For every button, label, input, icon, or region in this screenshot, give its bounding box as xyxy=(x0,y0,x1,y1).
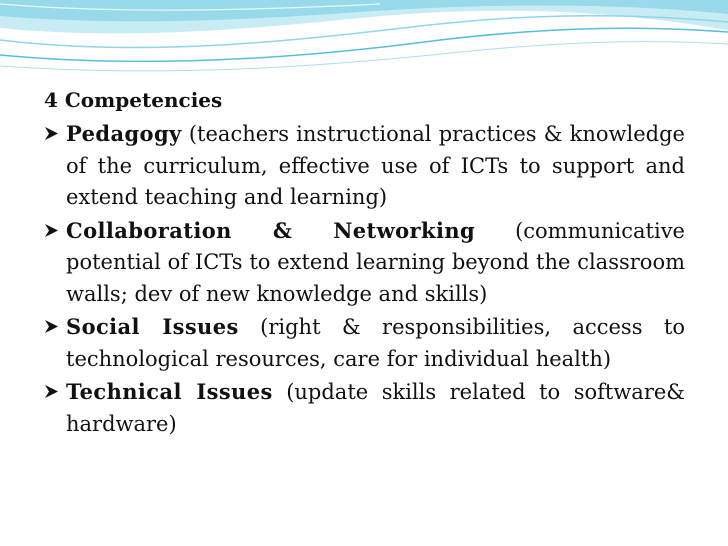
arrow-bullet-icon xyxy=(44,126,59,141)
arrow-bullet-icon xyxy=(44,223,59,238)
arrow-bullet-icon xyxy=(44,319,59,334)
bullet-item-technical-issues xyxy=(44,376,685,440)
bullet-term: Collaboration & Networking xyxy=(66,217,476,243)
bullet-text: (teachers instructional practices & knowledge of the curriculum, effective use of ICTs to support and extend teaching and learning) xyxy=(66,122,685,209)
bullet-term: Technical Issues xyxy=(66,379,273,404)
bullet-text: (update skills related to software& hardware) xyxy=(66,380,685,436)
slide-heading: 4 Competencies xyxy=(44,88,223,112)
bullet-term: Pedagogy xyxy=(66,121,182,146)
bullet-text: (communicative potential of ICTs to extend learning beyond the classroom walls; dev of new knowledge and skills) xyxy=(66,218,685,306)
wave-header-decoration xyxy=(0,0,728,80)
arrow-bullet-icon xyxy=(44,384,59,399)
slide-content xyxy=(44,84,685,441)
bullet-item-social-issues xyxy=(44,311,685,375)
bullet-item-pedagogy xyxy=(44,118,685,214)
bullet-term: Social Issues xyxy=(66,314,239,339)
bullet-item-collaboration xyxy=(44,215,685,311)
bullet-text: (right & responsibilities, access to technological resources, care for individual health) xyxy=(66,315,685,371)
